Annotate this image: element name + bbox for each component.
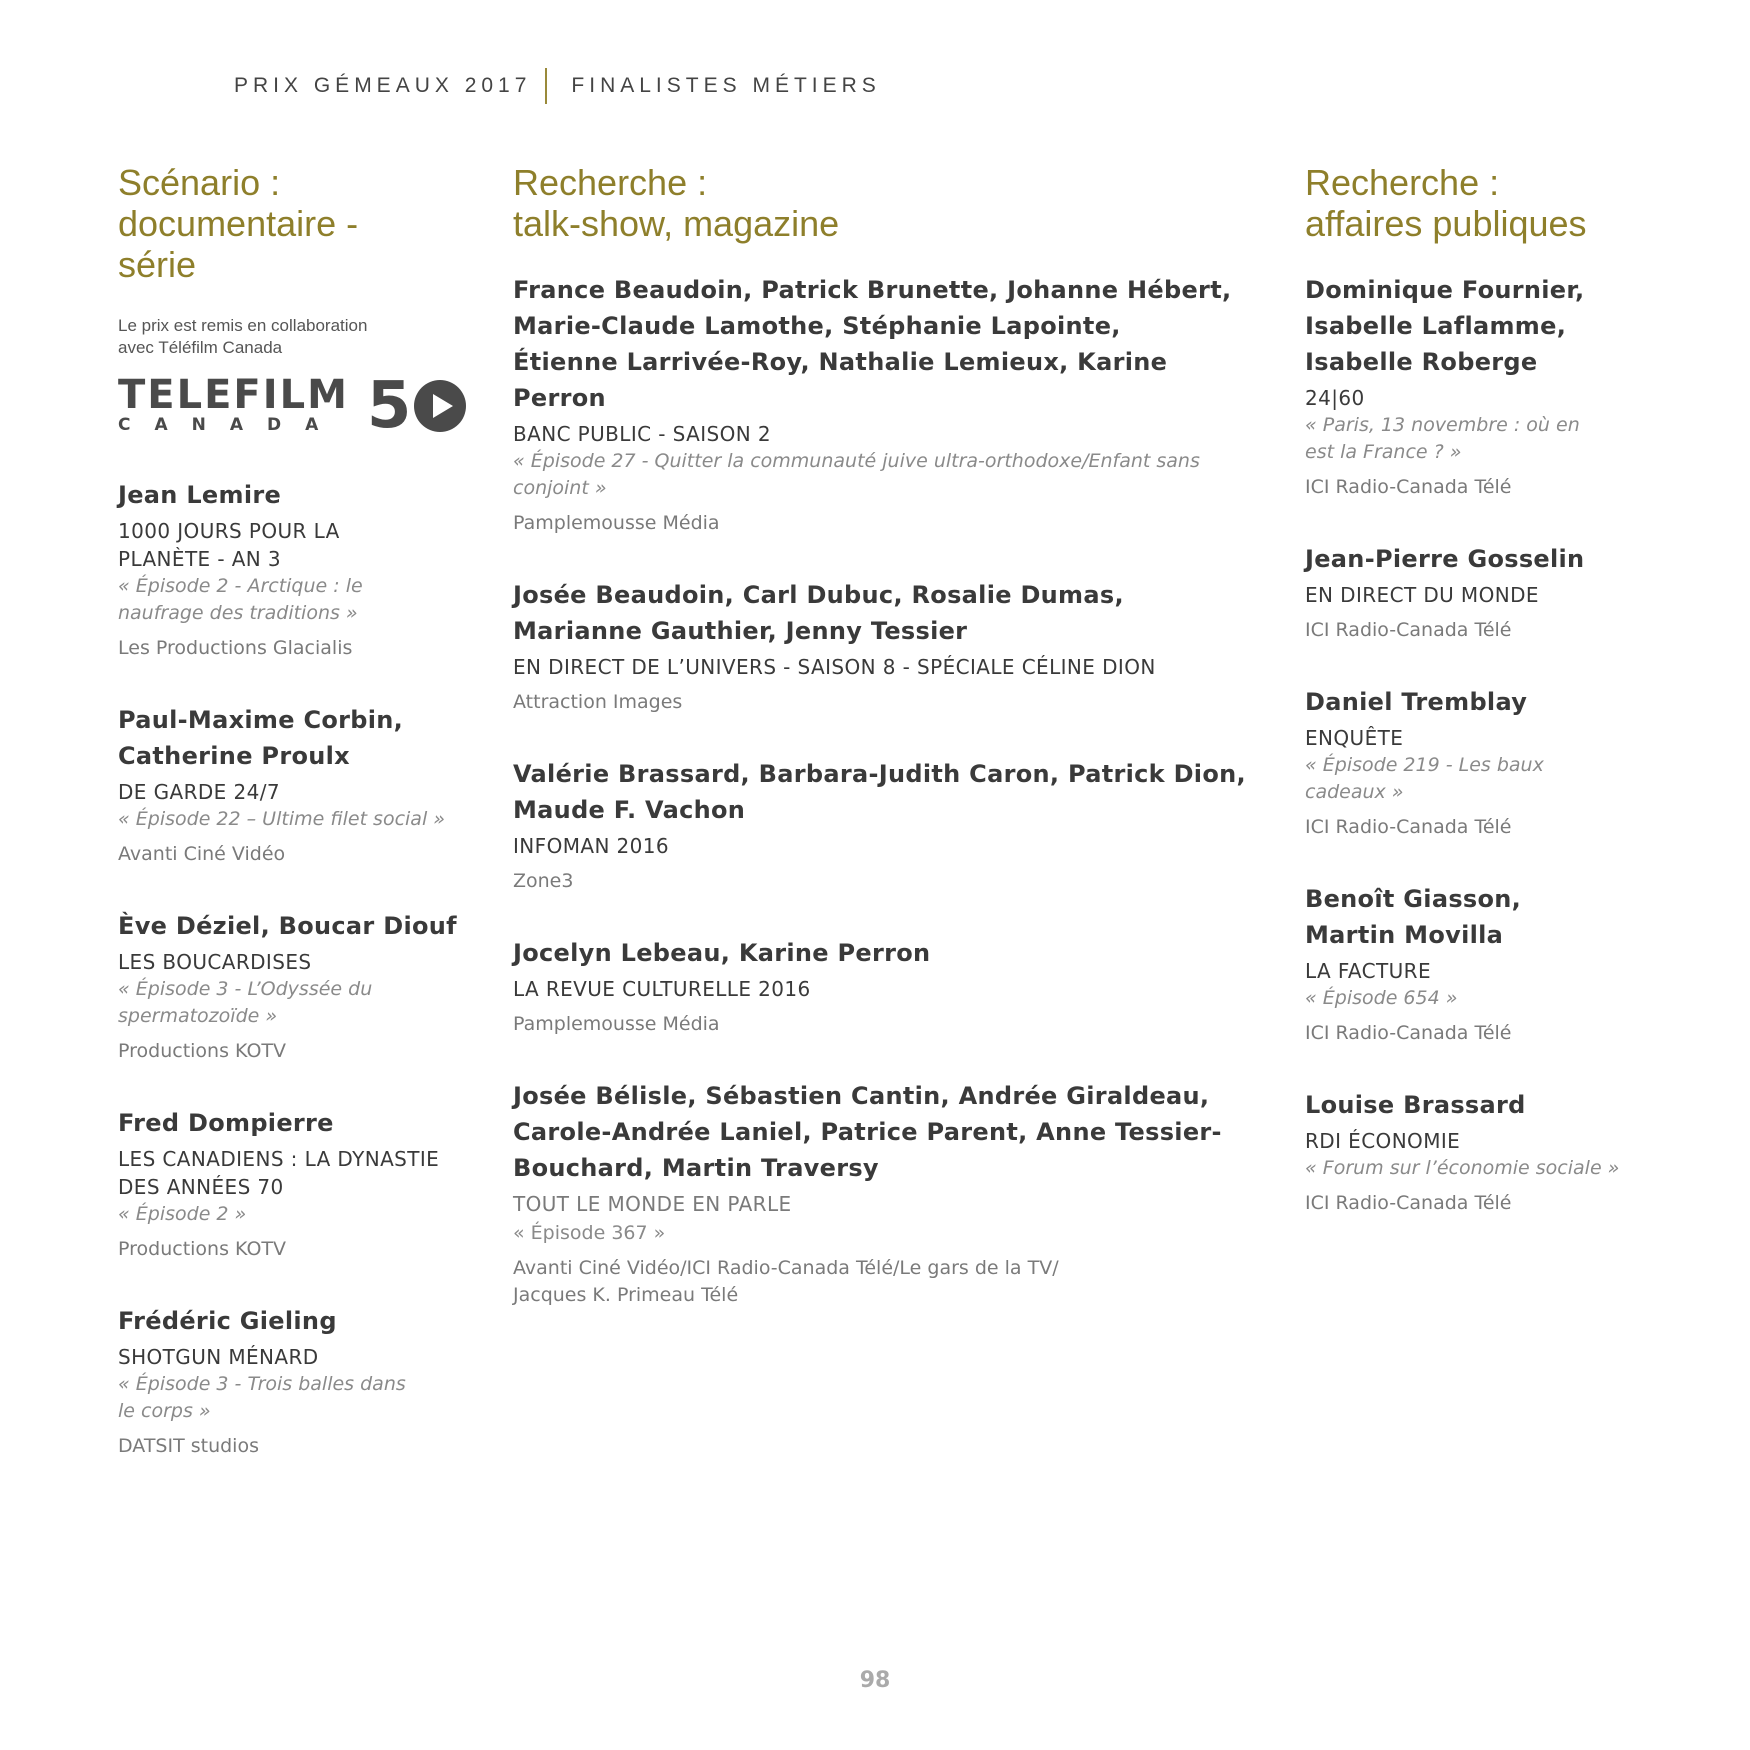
show-title: DE GARDE 24/7: [118, 780, 280, 804]
show-title: EN DIRECT DE L’UNIVERS - SAISON 8 - SPÉCIALE CÉLINE DION: [513, 655, 1156, 679]
production-company: Productions KOTV: [118, 1040, 287, 1062]
finalist-names: Benoît Giasson, Martin Movilla: [1305, 885, 1522, 949]
finalist-list: [118, 477, 478, 1460]
episode-title: « Épisode 2 »: [118, 1203, 247, 1225]
finalist-names: Daniel Tremblay: [1305, 688, 1528, 716]
finalist-entry: [118, 1105, 478, 1263]
show-title: 24|60: [1305, 386, 1365, 410]
finalist-names: Paul-Maxime Corbin, Catherine Proulx: [118, 706, 404, 770]
finalist-entry: [118, 477, 478, 662]
column-recherche-affaires-publiques: [1305, 162, 1665, 1257]
episode-title: « Épisode 3 - L’Odyssée du spermatozoïde »: [118, 978, 373, 1027]
finalist-names: France Beaudoin, Patrick Brunette, Johanne Hébert, Marie-Claude Lamothe, Stéphanie Lapointe, Étienne Larrivée-Roy, Nathalie Lemieux, Karine Perron: [513, 276, 1232, 412]
finalist-list: [1305, 272, 1665, 1217]
finalist-entry: [1305, 272, 1665, 501]
category-title: Scénario : documentaire - série: [118, 162, 359, 285]
finalist-names: Josée Beaudoin, Carl Dubuc, Rosalie Dumas, Marianne Gauthier, Jenny Tessier: [513, 581, 1124, 645]
finalist-names: Frédéric Gieling: [118, 1307, 337, 1335]
telefilm-logo: [118, 371, 478, 441]
show-title: BANC PUBLIC - SAISON 2: [513, 422, 771, 446]
episode-title: « Forum sur l’économie sociale »: [1305, 1157, 1620, 1179]
column-recherche-talkshow: [513, 162, 1253, 1349]
collaboration-note: Le prix est remis en collaboration avec Téléfilm Canada: [118, 316, 368, 357]
production-company: Pamplemousse Média: [513, 512, 720, 534]
finalist-names: Jean Lemire: [118, 481, 282, 509]
show-title: TOUT LE MONDE EN PARLE: [513, 1192, 792, 1216]
production-company: Zone3: [513, 870, 574, 892]
show-title: LA FACTURE: [1305, 959, 1431, 983]
episode-title: « Paris, 13 novembre : où en est la France ? »: [1305, 414, 1580, 463]
column-scenario-documentaire: [118, 162, 478, 1500]
finalist-entry: [118, 908, 478, 1065]
finalist-names: Jocelyn Lebeau, Karine Perron: [513, 939, 931, 967]
production-company: ICI Radio-Canada Télé: [1305, 1022, 1512, 1044]
show-title: LA REVUE CULTURELLE 2016: [513, 977, 811, 1001]
show-title: EN DIRECT DU MONDE: [1305, 583, 1539, 607]
finalist-entry: [118, 702, 478, 868]
header-divider: [545, 68, 547, 104]
finalist-entry: [513, 1078, 1253, 1309]
play-circle-icon: [413, 379, 467, 433]
show-title: INFOMAN 2016: [513, 834, 670, 858]
finalist-entry: [118, 1303, 478, 1460]
finalist-entry: [513, 756, 1253, 895]
production-company: Les Productions Glacialis: [118, 637, 353, 659]
production-company: Productions KOTV: [118, 1238, 287, 1260]
finalist-entry: [1305, 684, 1665, 841]
finalist-entry: [1305, 881, 1665, 1047]
episode-title: « Épisode 22 – Ultime filet social »: [118, 808, 445, 830]
show-title: RDI ÉCONOMIE: [1305, 1129, 1461, 1153]
production-company: Avanti Ciné Vidéo: [118, 843, 286, 865]
show-title: 1000 JOURS POUR LA PLANÈTE - AN 3: [118, 519, 340, 571]
production-company: Pamplemousse Média: [513, 1013, 720, 1035]
production-company: ICI Radio-Canada Télé: [1305, 619, 1512, 641]
finalist-entry: [513, 272, 1253, 537]
production-company: ICI Radio-Canada Télé: [1305, 476, 1512, 498]
logo-sub-text: CANADA: [118, 415, 343, 435]
header-section: FINALISTES MÉTIERS: [571, 74, 881, 97]
page-number: 98: [859, 1668, 891, 1693]
finalist-names: Fred Dompierre: [118, 1109, 334, 1137]
episode-title: « Épisode 367 »: [513, 1222, 666, 1244]
production-company: DATSIT studios: [118, 1435, 259, 1457]
show-title: LES CANADIENS : LA DYNASTIE DES ANNÉES 70: [118, 1147, 440, 1199]
finalist-entry: [1305, 1087, 1665, 1217]
finalist-list: [513, 272, 1253, 1309]
episode-title: « Épisode 654 »: [1305, 987, 1458, 1009]
production-company: ICI Radio-Canada Télé: [1305, 1192, 1512, 1214]
episode-title: « Épisode 219 - Les baux cadeaux »: [1305, 754, 1544, 803]
finalist-names: Dominique Fournier, Isabelle Laflamme, Isabelle Roberge: [1305, 276, 1585, 376]
category-title: Recherche : affaires publiques: [1305, 162, 1587, 244]
finalist-entry: [513, 935, 1253, 1038]
logo-number: 5: [366, 369, 412, 443]
finalist-names: Valérie Brassard, Barbara-Judith Caron, Patrick Dion, Maude F. Vachon: [513, 760, 1246, 824]
finalist-names: Ève Déziel, Boucar Diouf: [118, 912, 457, 940]
finalist-entry: [513, 577, 1253, 716]
finalist-entry: [1305, 541, 1665, 644]
production-company: Avanti Ciné Vidéo/ICI Radio-Canada Télé/Le gars de la TV/ Jacques K. Primeau Télé: [513, 1257, 1059, 1306]
episode-title: « Épisode 3 - Trois balles dans le corps »: [118, 1373, 406, 1422]
finalist-names: Josée Bélisle, Sébastien Cantin, Andrée Giraldeau, Carole-Andrée Laniel, Patrice Parent, Anne Tessier- Bouchard, Martin Traversy: [513, 1082, 1222, 1182]
logo-main-text: TELEFILM: [118, 372, 349, 418]
production-company: Attraction Images: [513, 691, 683, 713]
episode-title: « Épisode 2 - Arctique : le naufrage des traditions »: [118, 575, 363, 624]
show-title: SHOTGUN MÉNARD: [118, 1345, 319, 1369]
finalist-names: Jean-Pierre Gosselin: [1305, 545, 1585, 573]
page-header: [234, 66, 881, 106]
category-title: Recherche : talk-show, magazine: [513, 162, 840, 244]
header-event: PRIX GÉMEAUX 2017: [234, 74, 532, 97]
production-company: ICI Radio-Canada Télé: [1305, 816, 1512, 838]
episode-title: « Épisode 27 - Quitter la communauté juive ultra-orthodoxe/Enfant sans conjoint »: [513, 450, 1200, 499]
finalist-names: Louise Brassard: [1305, 1091, 1526, 1119]
show-title: ENQUÊTE: [1305, 726, 1404, 750]
show-title: LES BOUCARDISES: [118, 950, 312, 974]
